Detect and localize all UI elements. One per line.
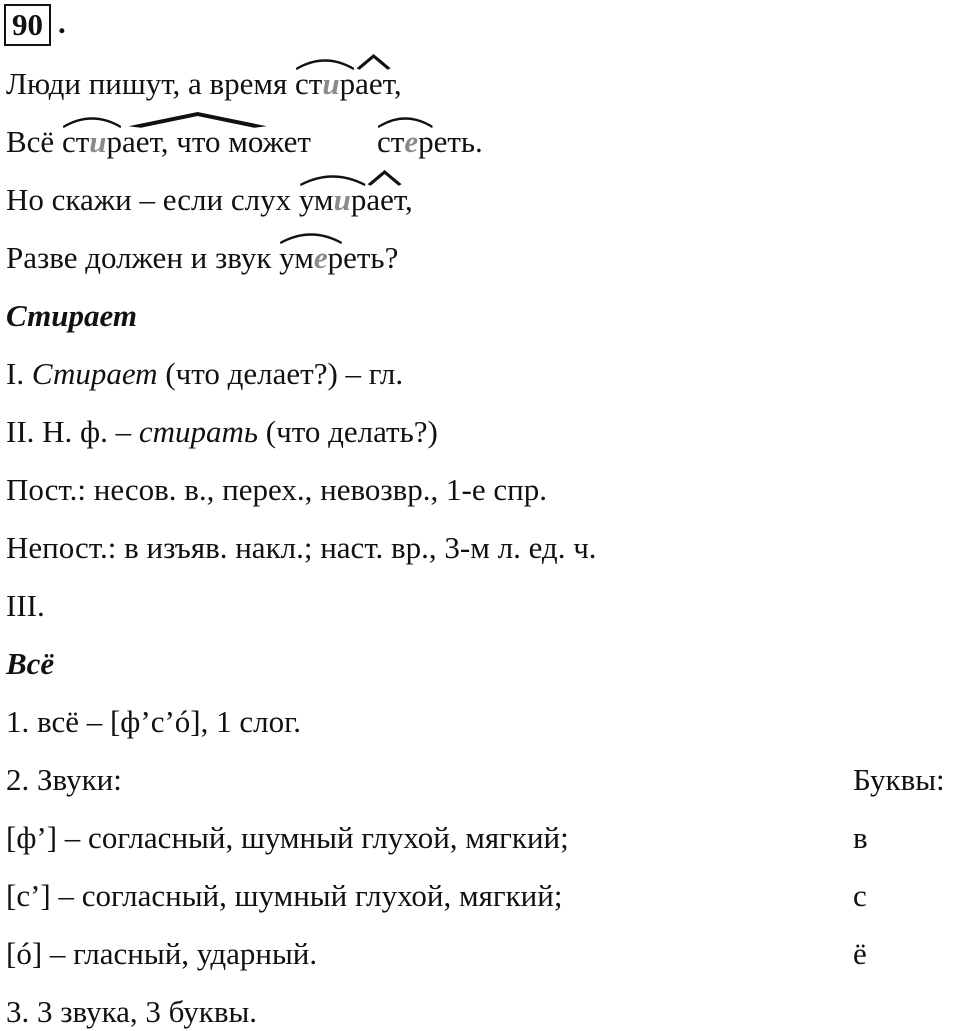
phonetic-item-1: 1. всё – [ф’с’ó], 1 слог. <box>6 704 302 739</box>
suffix-caret-marked: ает, <box>355 66 402 102</box>
letter-cell: в <box>853 820 868 855</box>
sound-row: [с’] – согласный, шумный глухой, мягкий; <box>6 878 563 913</box>
sound-row: [ó] – гласный, ударный. <box>6 936 318 971</box>
root-umir-marked: умир <box>299 182 366 218</box>
parse-nepost: Непост.: в изъяв. накл.; наст. вр., 3-м л. ед. ч. <box>6 530 597 565</box>
parse-step-i: I. Стирает (что делает?) – гл. <box>6 356 404 391</box>
poem-line-2-word-2: стереть. <box>377 124 483 160</box>
poem-line-1 <box>6 66 402 102</box>
suffix-caret-marked: ает, что может <box>122 124 311 160</box>
section-heading-vse: Всё <box>6 646 55 681</box>
parse-step-ii: II. Н. ф. – стирать (что делать?) <box>6 414 438 449</box>
phonetic-item-3: 3. 3 звука, 3 буквы. <box>6 994 258 1029</box>
sound-row: [ф’] – согласный, шумный глухой, мягкий; <box>6 820 569 855</box>
poem-line-2: Всё стир ает, что может <box>6 124 311 160</box>
exercise-number: 90 <box>4 4 51 46</box>
letter-cell: с <box>853 878 867 913</box>
root-stir-marked: стир <box>62 124 122 160</box>
root-stir-marked: стир <box>295 66 355 102</box>
parse-post: Пост.: несов. в., перех., невозвр., 1-е спр. <box>6 472 547 507</box>
poem-line-4: Разве должен и звук умереть? <box>6 240 398 276</box>
poem-line-1-text: Люди пишут, а время <box>6 66 296 101</box>
letter-cell: ё <box>853 936 867 971</box>
root-ster-marked: стер <box>377 124 434 160</box>
exercise-number-dot: . <box>58 5 66 40</box>
parse-step-iii: III. <box>6 588 45 623</box>
phonetic-item-2-label: 2. Звуки: <box>6 762 122 797</box>
letters-label: Буквы: <box>853 762 945 797</box>
poem-line-3: Но скажи – если слух умир ает, <box>6 182 413 218</box>
section-heading-stiraet: Стирает <box>6 298 137 333</box>
root-umer-marked: умер <box>279 240 343 276</box>
suffix-caret-marked: ает, <box>366 182 413 218</box>
